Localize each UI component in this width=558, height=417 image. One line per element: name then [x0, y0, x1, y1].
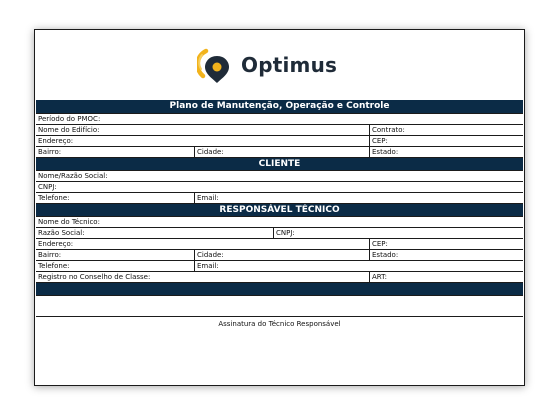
edificio-field[interactable]: Nome do Edifício: [38, 126, 100, 134]
optimus-logo-icon [197, 45, 233, 85]
cliente-razao-field[interactable]: Nome/Razão Social: [38, 172, 108, 180]
endereco-field[interactable]: Endereço: [38, 137, 74, 145]
brand-name: Optimus [241, 53, 338, 77]
row-tecnico-nome [36, 217, 523, 228]
row-cliente-telefone [36, 193, 523, 204]
tecnico-nome-field[interactable]: Nome do Técnico: [38, 218, 100, 226]
tecnico-cidade-field[interactable]: Cidade: [194, 250, 369, 260]
tecnico-email-field[interactable]: Email: [194, 261, 523, 271]
tecnico-registro-field[interactable]: Registro no Conselho de Classe: [38, 273, 151, 281]
periodo-field[interactable]: Período do PMOC: [38, 115, 101, 123]
section-cliente: CLIENTE [36, 158, 523, 171]
estado-field[interactable]: Estado: [369, 147, 523, 157]
tecnico-estado-field[interactable]: Estado: [369, 250, 523, 260]
row-bairro [36, 147, 523, 158]
cliente-cnpj-field[interactable]: CNPJ: [38, 183, 57, 191]
row-tecnico-endereco [36, 239, 523, 250]
tecnico-razao-field[interactable]: Razão Social: [38, 229, 85, 237]
row-tecnico-razao [36, 228, 523, 239]
cliente-email-field[interactable]: Email: [194, 193, 523, 203]
row-edificio [36, 125, 523, 136]
row-tecnico-bairro [36, 250, 523, 261]
bairro-field[interactable]: Bairro: [38, 148, 62, 156]
row-tecnico-telefone [36, 261, 523, 272]
tecnico-art-field[interactable]: ART: [369, 272, 523, 282]
brand-logo [197, 43, 337, 87]
logo-header [35, 30, 524, 100]
tecnico-cep-field[interactable]: CEP: [369, 239, 523, 249]
cidade-field[interactable]: Cidade: [194, 147, 369, 157]
row-periodo [36, 114, 523, 125]
form-table [36, 100, 523, 331]
pmoc-form-sheet [34, 29, 525, 386]
contrato-field[interactable]: Contrato: [369, 125, 523, 135]
row-endereco [36, 136, 523, 147]
tecnico-telefone-field[interactable]: Telefone: [38, 262, 70, 270]
cliente-telefone-field[interactable]: Telefone: [38, 194, 70, 202]
tecnico-cnpj-field[interactable]: CNPJ: [273, 228, 523, 238]
tecnico-bairro-field[interactable]: Bairro: [38, 251, 62, 259]
form-title: Plano de Manutenção, Operação e Controle [36, 100, 523, 114]
row-cliente-razao [36, 171, 523, 182]
row-tecnico-registro [36, 272, 523, 283]
separator-band [36, 283, 523, 296]
tecnico-endereco-field[interactable]: Endereço: [38, 240, 74, 248]
section-responsavel-tecnico: RESPONSÁVEL TÉCNICO [36, 204, 523, 217]
row-cliente-cnpj [36, 182, 523, 193]
signature-label: Assinatura do Técnico Responsável [218, 320, 341, 328]
signature-area[interactable] [36, 296, 523, 317]
cep-field[interactable]: CEP: [369, 136, 523, 146]
